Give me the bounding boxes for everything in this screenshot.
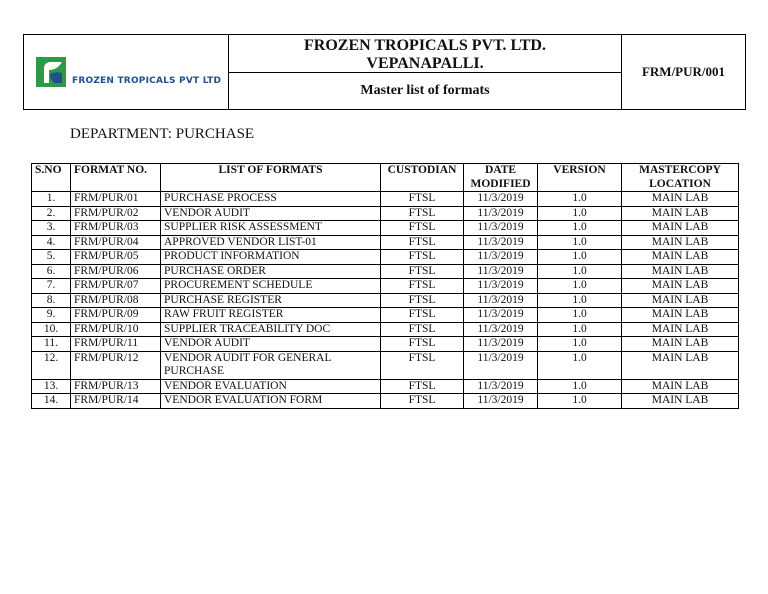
cell-version: 1.0 (538, 394, 622, 409)
cell-date: 11/3/2019 (464, 322, 538, 337)
table-row (32, 264, 739, 279)
cell-date: 11/3/2019 (464, 192, 538, 207)
cell-name: RAW FRUIT REGISTER (161, 308, 381, 323)
cell-date: 11/3/2019 (464, 221, 538, 236)
cell-name: PROCUREMENT SCHEDULE (161, 279, 381, 294)
cell-location: MAIN LAB (622, 221, 739, 236)
cell-version: 1.0 (538, 192, 622, 207)
logo-text: FROZEN TROPICALS PVT LTD (72, 76, 222, 86)
column-header: VERSION (538, 164, 622, 192)
cell-format: FRM/PUR/10 (71, 322, 161, 337)
cell-name: PURCHASE REGISTER (161, 293, 381, 308)
cell-version: 1.0 (538, 235, 622, 250)
cell-sno: 7. (32, 279, 71, 294)
cell-date: 11/3/2019 (464, 337, 538, 352)
cell-name: VENDOR EVALUATION (161, 379, 381, 394)
cell-format: FRM/PUR/01 (71, 192, 161, 207)
cell-date: 11/3/2019 (464, 394, 538, 409)
document-header (23, 34, 746, 110)
cell-sno: 5. (32, 250, 71, 265)
cell-format: FRM/PUR/05 (71, 250, 161, 265)
cell-custodian: FTSL (381, 337, 464, 352)
cell-format: FRM/PUR/03 (71, 221, 161, 236)
company-logo (24, 36, 228, 108)
table-row (32, 192, 739, 207)
cell-date: 11/3/2019 (464, 379, 538, 394)
column-header: MASTERCOPY LOCATION (622, 164, 739, 192)
cell-custodian: FTSL (381, 322, 464, 337)
table-row (32, 293, 739, 308)
formats-table (31, 163, 739, 409)
cell-location: MAIN LAB (622, 351, 739, 379)
cell-location: MAIN LAB (622, 293, 739, 308)
cell-location: MAIN LAB (622, 279, 739, 294)
table-row (32, 394, 739, 409)
cell-custodian: FTSL (381, 351, 464, 379)
cell-format: FRM/PUR/11 (71, 337, 161, 352)
cell-custodian: FTSL (381, 379, 464, 394)
cell-format: FRM/PUR/12 (71, 351, 161, 379)
cell-format: FRM/PUR/04 (71, 235, 161, 250)
cell-date: 11/3/2019 (464, 293, 538, 308)
cell-location: MAIN LAB (622, 264, 739, 279)
cell-location: MAIN LAB (622, 235, 739, 250)
cell-sno: 14. (32, 394, 71, 409)
cell-sno: 4. (32, 235, 71, 250)
cell-version: 1.0 (538, 379, 622, 394)
cell-version: 1.0 (538, 279, 622, 294)
cell-format: FRM/PUR/06 (71, 264, 161, 279)
cell-name: SUPPLIER TRACEABILITY DOC (161, 322, 381, 337)
cell-custodian: FTSL (381, 264, 464, 279)
column-header: DATE MODIFIED (464, 164, 538, 192)
cell-version: 1.0 (538, 264, 622, 279)
cell-sno: 6. (32, 264, 71, 279)
table-row (32, 235, 739, 250)
cell-format: FRM/PUR/07 (71, 279, 161, 294)
cell-location: MAIN LAB (622, 308, 739, 323)
form-title: Master list of formats (360, 83, 490, 98)
cell-format: FRM/PUR/09 (71, 308, 161, 323)
cell-name: SUPPLIER RISK ASSESSMENT (161, 221, 381, 236)
cell-version: 1.0 (538, 337, 622, 352)
cell-location: MAIN LAB (622, 379, 739, 394)
cell-name: VENDOR AUDIT FOR GENERAL PURCHASE (161, 351, 381, 379)
cell-custodian: FTSL (381, 308, 464, 323)
column-header: FORMAT NO. (71, 164, 161, 192)
cell-version: 1.0 (538, 221, 622, 236)
cell-location: MAIN LAB (622, 206, 739, 221)
column-header: S.NO (32, 164, 71, 192)
cell-custodian: FTSL (381, 279, 464, 294)
cell-custodian: FTSL (381, 250, 464, 265)
cell-sno: 8. (32, 293, 71, 308)
cell-date: 11/3/2019 (464, 250, 538, 265)
table-row (32, 337, 739, 352)
cell-location: MAIN LAB (622, 322, 739, 337)
cell-date: 11/3/2019 (464, 264, 538, 279)
column-header: LIST OF FORMATS (161, 164, 381, 192)
cell-version: 1.0 (538, 351, 622, 379)
cell-date: 11/3/2019 (464, 279, 538, 294)
cell-version: 1.0 (538, 206, 622, 221)
table-row (32, 221, 739, 236)
cell-custodian: FTSL (381, 293, 464, 308)
cell-location: MAIN LAB (622, 192, 739, 207)
company-name-line1: FROZEN TROPICALS PVT. LTD. (304, 37, 546, 54)
cell-location: MAIN LAB (622, 250, 739, 265)
table-row (32, 250, 739, 265)
table-row (32, 308, 739, 323)
cell-sno: 10. (32, 322, 71, 337)
table-row (32, 279, 739, 294)
cell-name: APPROVED VENDOR LIST-01 (161, 235, 381, 250)
cell-sno: 11. (32, 337, 71, 352)
form-code: FRM/PUR/001 (622, 35, 746, 110)
cell-format: FRM/PUR/14 (71, 394, 161, 409)
cell-version: 1.0 (538, 322, 622, 337)
table-row (32, 322, 739, 337)
cell-format: FRM/PUR/13 (71, 379, 161, 394)
cell-sno: 9. (32, 308, 71, 323)
company-name (229, 35, 621, 73)
cell-date: 11/3/2019 (464, 235, 538, 250)
cell-format: FRM/PUR/02 (71, 206, 161, 221)
cell-name: PRODUCT INFORMATION (161, 250, 381, 265)
cell-date: 11/3/2019 (464, 351, 538, 379)
table-row (32, 206, 739, 221)
cell-sno: 3. (32, 221, 71, 236)
logo-cell (24, 35, 229, 110)
cell-custodian: FTSL (381, 221, 464, 236)
table-row (32, 379, 739, 394)
cell-name: VENDOR AUDIT (161, 337, 381, 352)
cell-custodian: FTSL (381, 394, 464, 409)
cell-name: PURCHASE PROCESS (161, 192, 381, 207)
cell-custodian: FTSL (381, 206, 464, 221)
cell-location: MAIN LAB (622, 337, 739, 352)
cell-sno: 2. (32, 206, 71, 221)
cell-format: FRM/PUR/08 (71, 293, 161, 308)
table-row (32, 351, 739, 379)
cell-version: 1.0 (538, 250, 622, 265)
cell-date: 11/3/2019 (464, 308, 538, 323)
cell-custodian: FTSL (381, 192, 464, 207)
company-cell (229, 35, 622, 110)
department-label: DEPARTMENT: PURCHASE (70, 126, 255, 142)
cell-custodian: FTSL (381, 235, 464, 250)
company-name-line2: VEPANAPALLI. (366, 55, 484, 72)
cell-name: PURCHASE ORDER (161, 264, 381, 279)
cell-sno: 13. (32, 379, 71, 394)
cell-date: 11/3/2019 (464, 206, 538, 221)
column-header: CUSTODIAN (381, 164, 464, 192)
cell-sno: 12. (32, 351, 71, 379)
table-header-row (32, 164, 739, 192)
leaf-logo-icon (36, 57, 66, 87)
cell-location: MAIN LAB (622, 394, 739, 409)
cell-version: 1.0 (538, 308, 622, 323)
cell-sno: 1. (32, 192, 71, 207)
cell-name: VENDOR AUDIT (161, 206, 381, 221)
cell-version: 1.0 (538, 293, 622, 308)
cell-name: VENDOR EVALUATION FORM (161, 394, 381, 409)
